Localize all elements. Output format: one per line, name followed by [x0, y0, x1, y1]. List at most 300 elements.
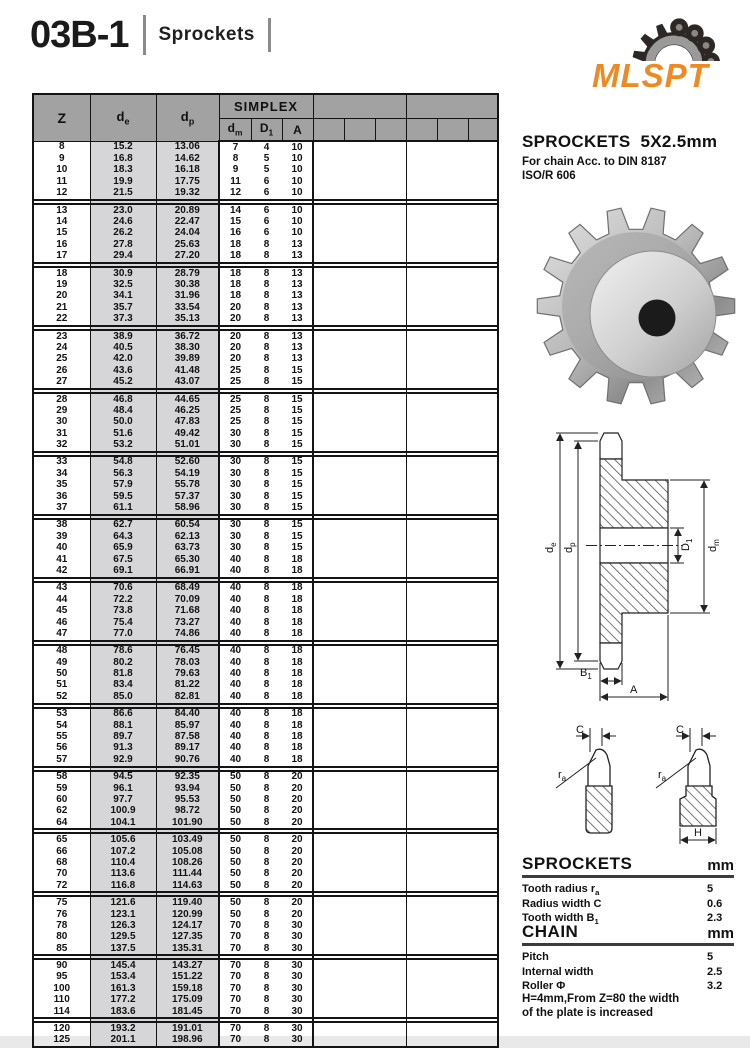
- de-cell: 43.6: [90, 365, 156, 376]
- table-row: [33, 708, 498, 720]
- a-cell: 13: [282, 313, 313, 325]
- dm-cell: 50: [229, 816, 242, 828]
- a-cell: 18: [282, 554, 313, 565]
- a-cell: 10: [282, 153, 313, 164]
- empty-group-2-cell: [406, 708, 498, 767]
- empty-group-1-cell: [313, 456, 406, 515]
- dm-cell: 15: [229, 216, 242, 228]
- de-cell: 23.0: [90, 204, 156, 216]
- de-cell: 107.2: [90, 846, 156, 857]
- d1-cell: 8: [263, 290, 270, 302]
- d1-cell: 8: [263, 330, 270, 342]
- dim-label-d1: $D_1$: [680, 538, 694, 551]
- z-cell: 25: [33, 354, 90, 365]
- d1-cell: 8: [263, 645, 270, 657]
- table-row: [33, 393, 498, 405]
- d1-cell: 8: [263, 679, 270, 691]
- sprocket-photo: [535, 202, 745, 417]
- detail-label-ra: $r_a$: [658, 769, 667, 783]
- dp-cell: 175.09: [156, 995, 219, 1006]
- dm-cell: 40: [229, 627, 242, 639]
- a-cell: 20: [282, 806, 313, 817]
- detail-label-c: C: [576, 724, 584, 736]
- de-cell: 15.2: [90, 141, 156, 153]
- z-cell: 9: [33, 153, 90, 164]
- de-cell: 85.0: [90, 691, 156, 703]
- a-cell: 15: [282, 543, 313, 554]
- a-cell: 10: [282, 176, 313, 187]
- d1-cell: 8: [263, 731, 270, 743]
- dm-cell: 18: [229, 278, 242, 290]
- z-cell: 49: [33, 657, 90, 668]
- spec-row-pitch: Pitch 5: [522, 951, 714, 963]
- de-cell: 62.7: [90, 519, 156, 531]
- info-iso: ISO/R 606: [522, 170, 576, 182]
- dm-cell: 20: [229, 341, 242, 353]
- z-cell: 28: [33, 393, 90, 405]
- de-cell: 21.5: [90, 188, 156, 200]
- z-cell: 14: [33, 216, 90, 227]
- z-cell: 33: [33, 456, 90, 468]
- dp-cell: 103.49: [156, 833, 219, 845]
- de-cell: 65.9: [90, 543, 156, 554]
- z-cell: 80: [33, 932, 90, 943]
- de-cell: 137.5: [90, 943, 156, 955]
- a-cell: 15: [282, 519, 313, 531]
- a-cell: 15: [282, 417, 313, 428]
- d1-cell: 8: [263, 794, 270, 805]
- a-cell: 20: [282, 909, 313, 920]
- z-cell: 18: [33, 267, 90, 279]
- col-header-d1: $D_1$: [251, 119, 282, 142]
- dm-cell: 18: [229, 290, 242, 302]
- a-cell: 10: [282, 188, 313, 200]
- z-cell: 45: [33, 605, 90, 616]
- dm-cell: 25: [229, 416, 242, 428]
- a-cell: 20: [282, 896, 313, 908]
- d1-cell: 8: [263, 479, 270, 491]
- d1-cell: 8: [263, 553, 270, 565]
- dp-cell: 19.32: [156, 188, 219, 200]
- a-cell: 18: [282, 691, 313, 703]
- d1-cell: 8: [263, 805, 270, 817]
- info-standard: For chain Acc. to DIN 8187: [522, 156, 667, 168]
- dm-cell: 30: [229, 519, 242, 531]
- divider-bar: [143, 15, 146, 55]
- empty-group-1-cell: [313, 393, 406, 452]
- col-header-de: $d_e$: [90, 94, 156, 141]
- dp-cell: 13.06: [156, 141, 219, 153]
- dp-cell: 22.47: [156, 216, 219, 227]
- table-row: [33, 204, 498, 216]
- de-cell: 51.6: [90, 428, 156, 439]
- z-cell: 90: [33, 959, 90, 971]
- z-cell: 41: [33, 554, 90, 565]
- de-cell: 129.5: [90, 932, 156, 943]
- z-cell: 17: [33, 251, 90, 263]
- dp-cell: 33.54: [156, 302, 219, 313]
- de-cell: 110.4: [90, 857, 156, 868]
- dm-cell: 40: [229, 719, 242, 731]
- d1-cell: 6: [263, 227, 270, 239]
- dm-cell: 18: [229, 250, 242, 262]
- empty-subheader: [344, 119, 375, 142]
- dp-cell: 55.78: [156, 480, 219, 491]
- dm-cell: 30: [229, 542, 242, 554]
- dp-cell: 44.65: [156, 393, 219, 405]
- dm-cell: 50: [229, 897, 242, 909]
- de-cell: 73.8: [90, 605, 156, 616]
- a-cell: 18: [282, 582, 313, 594]
- a-cell: 15: [282, 502, 313, 514]
- dp-cell: 54.19: [156, 468, 219, 479]
- de-cell: 77.0: [90, 628, 156, 640]
- z-cell: 31: [33, 428, 90, 439]
- d1-cell: 6: [263, 187, 270, 199]
- a-cell: 15: [282, 439, 313, 451]
- d1-cell: 5: [263, 164, 270, 176]
- detail-label-c: C: [676, 724, 684, 736]
- empty-group-1-cell: [313, 204, 406, 263]
- a-cell: 18: [282, 680, 313, 691]
- detail-label-ra: $r_a$: [558, 769, 567, 783]
- de-cell: 97.7: [90, 794, 156, 805]
- sprockets-spec-panel: [522, 854, 734, 927]
- dm-cell: 20: [229, 330, 242, 342]
- z-cell: 52: [33, 691, 90, 703]
- dp-cell: 81.22: [156, 680, 219, 691]
- de-cell: 113.6: [90, 869, 156, 880]
- dm-cell: 25: [229, 393, 242, 405]
- a-cell: 10: [282, 204, 313, 216]
- a-cell: 18: [282, 617, 313, 628]
- d1-cell: 8: [263, 313, 270, 325]
- empty-subheader: [313, 119, 344, 142]
- empty-group-1-cell: [313, 896, 406, 955]
- spec-row-tooth-radius: Tooth radius $r_a$ 5: [522, 883, 714, 898]
- d1-cell: 8: [263, 267, 270, 279]
- a-cell: 15: [282, 365, 313, 376]
- z-cell: 27: [33, 376, 90, 388]
- chain-spec-unit: mm: [707, 925, 734, 942]
- a-cell: 18: [282, 668, 313, 679]
- tooth-detail-left: [548, 722, 643, 847]
- d1-cell: 8: [263, 908, 270, 920]
- col-header-dm: $d_m$: [219, 119, 251, 142]
- d1-cell: 8: [263, 427, 270, 439]
- dm-cell: 40: [229, 731, 242, 743]
- dm-cell: 70: [229, 1005, 242, 1017]
- a-cell: 30: [282, 1035, 313, 1047]
- d1-cell: 8: [263, 753, 270, 765]
- a-cell: 13: [282, 267, 313, 279]
- table-row: [33, 267, 498, 279]
- d1-cell: 8: [263, 542, 270, 554]
- dp-cell: 143.27: [156, 959, 219, 971]
- dm-cell: 40: [229, 690, 242, 702]
- dm-cell: 70: [229, 942, 242, 954]
- dm-cell: 70: [229, 960, 242, 972]
- de-cell: 19.9: [90, 176, 156, 187]
- d1-cell: 8: [263, 1034, 270, 1046]
- dp-cell: 24.04: [156, 228, 219, 239]
- de-cell: 27.8: [90, 239, 156, 250]
- dm-cell: 40: [229, 553, 242, 565]
- d1-cell: 8: [263, 353, 270, 365]
- dimension-drawing: [540, 425, 745, 717]
- de-cell: 40.5: [90, 342, 156, 353]
- dp-cell: 65.30: [156, 554, 219, 565]
- a-cell: 20: [282, 783, 313, 794]
- d1-cell: 8: [263, 782, 270, 794]
- d1-cell: 4: [263, 141, 270, 153]
- d1-cell: 8: [263, 994, 270, 1006]
- de-cell: 38.9: [90, 330, 156, 342]
- a-cell: 13: [282, 251, 313, 263]
- a-cell: 18: [282, 731, 313, 742]
- empty-group-1-cell: [313, 582, 406, 641]
- a-cell: 15: [282, 531, 313, 542]
- z-cell: 26: [33, 365, 90, 376]
- empty-group-2-cell: [406, 330, 498, 389]
- a-cell: 30: [282, 1022, 313, 1034]
- dm-cell: 7: [232, 141, 239, 153]
- empty-group-1-cell: [313, 330, 406, 389]
- z-cell: 76: [33, 909, 90, 920]
- a-cell: 18: [282, 594, 313, 605]
- z-cell: 42: [33, 565, 90, 577]
- spec-row-radius-width: Radius width C 0.6: [522, 897, 723, 910]
- d1-cell: 8: [263, 931, 270, 943]
- d1-cell: 6: [263, 204, 270, 216]
- z-cell: 29: [33, 405, 90, 416]
- d1-cell: 8: [263, 771, 270, 783]
- d1-cell: 8: [263, 627, 270, 639]
- dm-cell: 30: [229, 439, 242, 451]
- z-cell: 54: [33, 720, 90, 731]
- de-cell: 69.1: [90, 565, 156, 577]
- de-cell: 37.3: [90, 313, 156, 325]
- z-cell: 78: [33, 920, 90, 931]
- z-cell: 44: [33, 594, 90, 605]
- dm-cell: 50: [229, 856, 242, 868]
- a-cell: 13: [282, 279, 313, 290]
- a-cell: 30: [282, 983, 313, 994]
- z-cell: 20: [33, 291, 90, 302]
- z-cell: 51: [33, 680, 90, 691]
- d1-cell: 8: [263, 868, 270, 880]
- dp-cell: 95.53: [156, 794, 219, 805]
- dp-cell: 101.90: [156, 817, 219, 829]
- empty-group-2-cell: [406, 141, 498, 200]
- a-cell: 10: [282, 228, 313, 239]
- dm-cell: 50: [229, 771, 242, 783]
- dm-cell: 11: [230, 175, 241, 187]
- de-cell: 153.4: [90, 972, 156, 983]
- spec-row-tooth-width: Tooth width $B_1$ 2.3: [522, 912, 723, 927]
- empty-group-2-cell: [406, 204, 498, 263]
- empty-group-2-cell: [406, 582, 498, 641]
- dm-cell: 30: [229, 530, 242, 542]
- dm-cell: 25: [229, 364, 242, 376]
- d1-cell: 8: [263, 856, 270, 868]
- dp-cell: 124.17: [156, 920, 219, 931]
- dp-cell: 79.63: [156, 668, 219, 679]
- table-row: [33, 896, 498, 908]
- dp-cell: 63.73: [156, 543, 219, 554]
- z-cell: 21: [33, 302, 90, 313]
- z-cell: 23: [33, 330, 90, 342]
- d1-cell: 8: [263, 616, 270, 628]
- dim-label-de: $d_e$: [544, 542, 558, 553]
- de-cell: 104.1: [90, 817, 156, 829]
- dim-label-a: A: [630, 684, 638, 696]
- empty-group-1-cell: [313, 708, 406, 767]
- dm-cell: 40: [229, 708, 242, 720]
- empty-group-1-cell: [313, 645, 406, 704]
- z-cell: 38: [33, 519, 90, 531]
- dm-cell: 16: [229, 227, 242, 239]
- col-header-a: A: [282, 119, 313, 142]
- detail-label-h: H: [694, 827, 702, 839]
- dp-cell: 159.18: [156, 983, 219, 994]
- de-cell: 177.2: [90, 995, 156, 1006]
- dp-cell: 98.72: [156, 806, 219, 817]
- a-cell: 30: [282, 1006, 313, 1018]
- dp-cell: 66.91: [156, 565, 219, 577]
- a-cell: 13: [282, 239, 313, 250]
- dm-cell: 20: [229, 313, 242, 325]
- z-cell: 70: [33, 869, 90, 880]
- z-cell: 10: [33, 165, 90, 176]
- de-cell: 34.1: [90, 291, 156, 302]
- de-cell: 145.4: [90, 959, 156, 971]
- z-cell: 62: [33, 806, 90, 817]
- table-row: [33, 141, 498, 153]
- table-row: [33, 1022, 498, 1034]
- a-cell: 15: [282, 376, 313, 388]
- dp-cell: 181.45: [156, 1006, 219, 1018]
- dm-cell: 30: [229, 502, 242, 514]
- dm-cell: 40: [229, 593, 242, 605]
- logo-text: MLSPT: [592, 57, 709, 94]
- d1-cell: 8: [263, 301, 270, 313]
- d1-cell: 8: [263, 845, 270, 857]
- dm-cell: 40: [229, 656, 242, 668]
- a-cell: 20: [282, 794, 313, 805]
- dm-cell: 30: [229, 427, 242, 439]
- de-cell: 50.0: [90, 417, 156, 428]
- dp-cell: 151.22: [156, 972, 219, 983]
- de-cell: 53.2: [90, 439, 156, 451]
- dm-cell: 40: [229, 668, 242, 680]
- z-cell: 30: [33, 417, 90, 428]
- dp-cell: 41.48: [156, 365, 219, 376]
- a-cell: 30: [282, 972, 313, 983]
- de-cell: 35.7: [90, 302, 156, 313]
- dp-cell: 191.01: [156, 1022, 219, 1034]
- dm-cell: 50: [229, 868, 242, 880]
- sprockets-spec-unit: mm: [707, 857, 734, 874]
- empty-group-2-cell: [406, 456, 498, 515]
- dm-cell: 40: [229, 742, 242, 754]
- dm-cell: 40: [229, 605, 242, 617]
- z-cell: 114: [33, 1006, 90, 1018]
- dm-cell: 20: [229, 301, 242, 313]
- dp-cell: 127.35: [156, 932, 219, 943]
- de-cell: 80.2: [90, 657, 156, 668]
- dp-cell: 58.96: [156, 502, 219, 514]
- page-code: 03B-1: [30, 13, 129, 56]
- de-cell: 70.6: [90, 582, 156, 594]
- de-cell: 56.3: [90, 468, 156, 479]
- de-cell: 24.6: [90, 216, 156, 227]
- de-cell: 64.3: [90, 531, 156, 542]
- dp-cell: 62.13: [156, 531, 219, 542]
- de-cell: 89.7: [90, 731, 156, 742]
- dm-cell: 40: [229, 582, 242, 594]
- dp-cell: 17.75: [156, 176, 219, 187]
- group-header-simplex: SIMPLEX: [219, 94, 313, 119]
- table-row: [33, 456, 498, 468]
- dp-cell: 20.89: [156, 204, 219, 216]
- empty-group-2-cell: [406, 519, 498, 578]
- z-cell: 58: [33, 771, 90, 783]
- d1-cell: 8: [263, 708, 270, 720]
- de-cell: 201.1: [90, 1035, 156, 1047]
- dp-cell: 85.97: [156, 720, 219, 731]
- d1-cell: 8: [263, 834, 270, 846]
- dp-cell: 68.49: [156, 582, 219, 594]
- a-cell: 13: [282, 354, 313, 365]
- a-cell: 30: [282, 932, 313, 943]
- d1-cell: 8: [263, 404, 270, 416]
- d1-cell: 8: [263, 278, 270, 290]
- d1-cell: 8: [263, 668, 270, 680]
- dp-cell: 46.25: [156, 405, 219, 416]
- d1-cell: 8: [263, 490, 270, 502]
- dp-cell: 93.94: [156, 783, 219, 794]
- a-cell: 10: [282, 141, 313, 153]
- dm-cell: 40: [229, 679, 242, 691]
- z-cell: 13: [33, 204, 90, 216]
- de-cell: 94.5: [90, 771, 156, 783]
- dp-cell: 84.40: [156, 708, 219, 720]
- dp-cell: 14.62: [156, 153, 219, 164]
- d1-cell: 8: [263, 364, 270, 376]
- chain-spec-title: CHAIN: [522, 922, 579, 941]
- z-cell: 11: [33, 176, 90, 187]
- plate-width-note: H=4mm,From Z=80 the width of the plate is increased: [522, 993, 680, 1020]
- dp-cell: 82.81: [156, 691, 219, 703]
- z-cell: 34: [33, 468, 90, 479]
- bore-hole: [639, 300, 676, 337]
- de-cell: 72.2: [90, 594, 156, 605]
- dm-cell: 8: [232, 153, 239, 165]
- z-cell: 100: [33, 983, 90, 994]
- a-cell: 30: [282, 959, 313, 971]
- dp-cell: 105.08: [156, 846, 219, 857]
- d1-cell: 8: [263, 530, 270, 542]
- d1-cell: 8: [263, 416, 270, 428]
- page-header: [30, 10, 271, 60]
- z-cell: 75: [33, 896, 90, 908]
- empty-group-2-cell: [406, 645, 498, 704]
- de-cell: 42.0: [90, 354, 156, 365]
- d1-cell: 8: [263, 656, 270, 668]
- col-header-dp: $d_p$: [156, 94, 219, 141]
- d1-cell: 8: [263, 971, 270, 983]
